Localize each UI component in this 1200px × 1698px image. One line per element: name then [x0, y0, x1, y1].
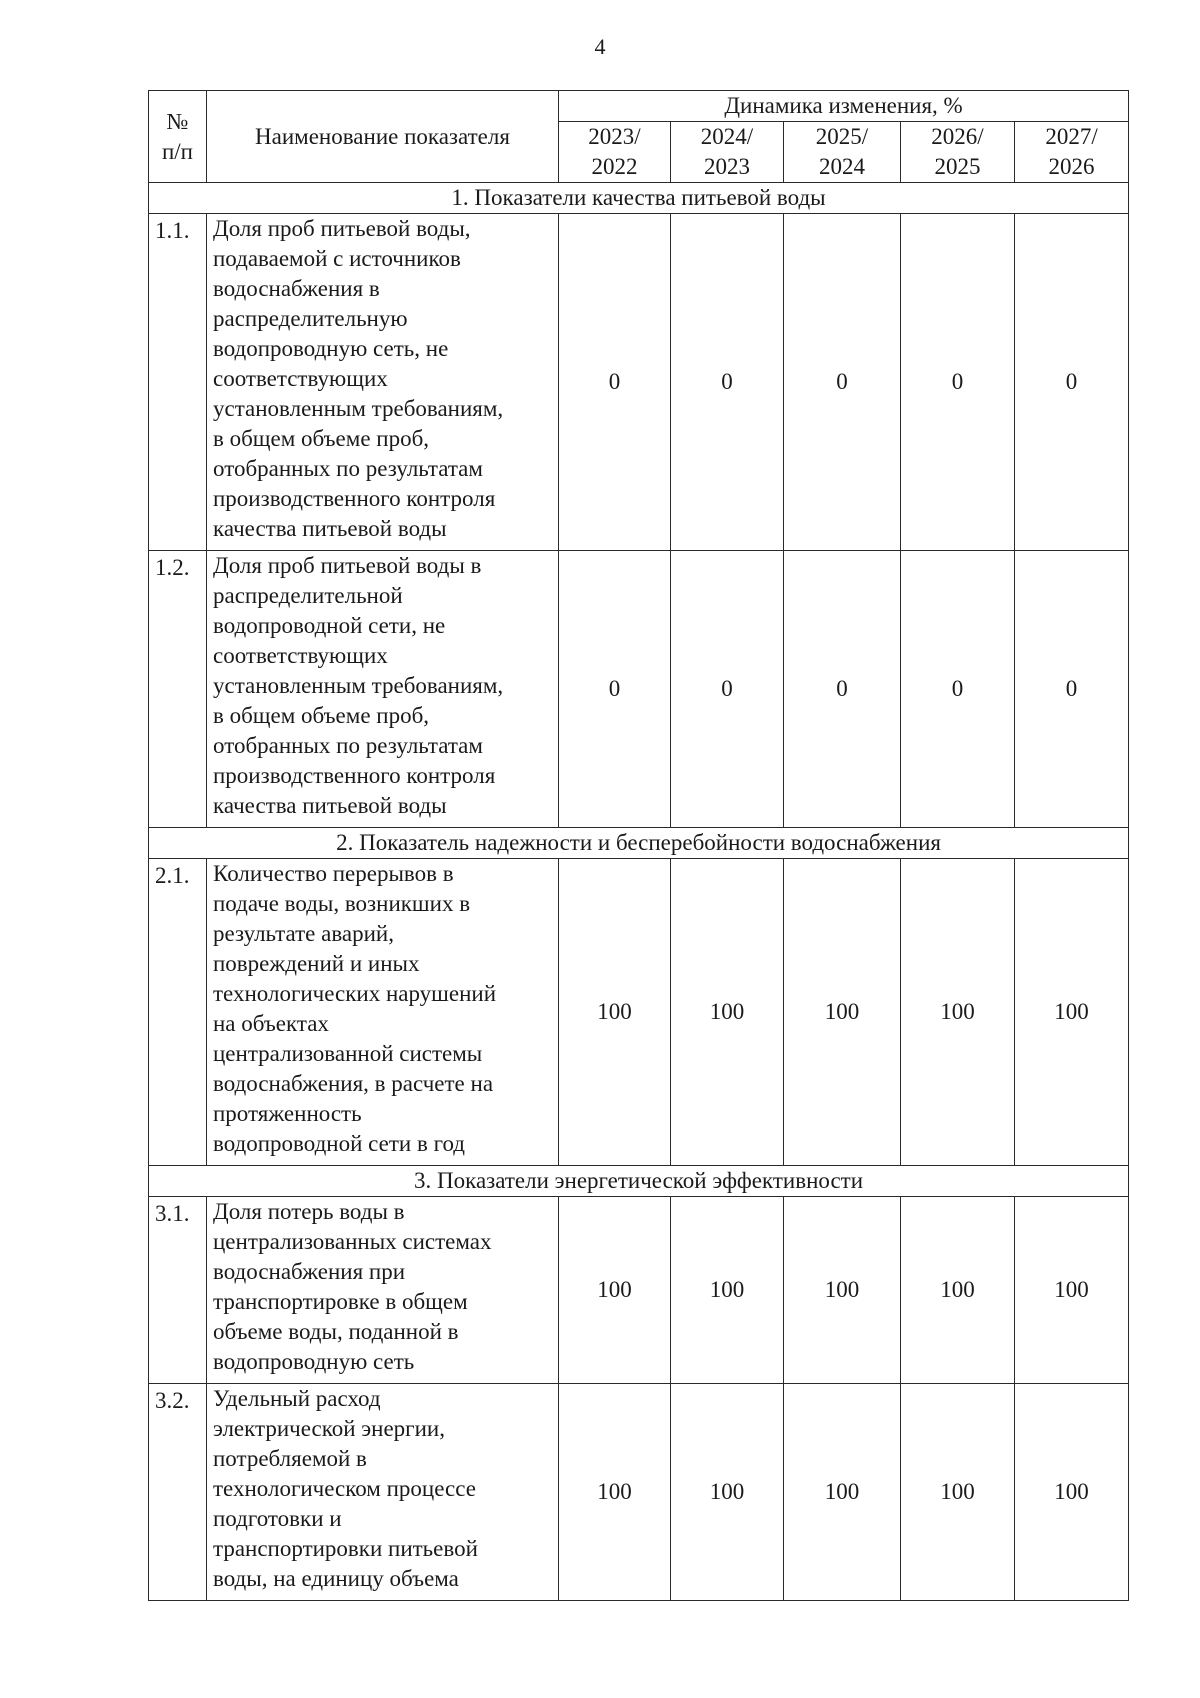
column-header-year: 2025/ 2024 — [784, 122, 901, 183]
column-header-dynamics: Динамика изменения, % — [559, 91, 1129, 122]
value-cell: 0 — [784, 214, 901, 551]
indicator-name: Количество перерывов в подаче воды, возникших в результате аварий, повреждений и иных технологических нарушений на объектах централизованной системы водоснабжения, в расчете на протяженность водопроводной сети в год — [207, 859, 559, 1166]
section-title: 2. Показатель надежности и бесперебойности водоснабжения — [149, 828, 1129, 859]
value-cell: 0 — [901, 551, 1015, 828]
value-cell: 100 — [901, 1384, 1015, 1601]
value-cell: 100 — [1015, 1384, 1129, 1601]
row-number: 3.2. — [149, 1384, 207, 1601]
value-cell: 100 — [1015, 1197, 1129, 1384]
table-row — [149, 214, 1129, 551]
value-cell: 100 — [901, 859, 1015, 1166]
row-number: 1.2. — [149, 551, 207, 828]
column-header-number: № п/п — [149, 91, 207, 183]
value-cell: 100 — [1015, 859, 1129, 1166]
row-number: 3.1. — [149, 1197, 207, 1384]
value-cell: 0 — [1015, 551, 1129, 828]
indicators-table — [148, 90, 1129, 1601]
value-cell: 100 — [671, 1197, 784, 1384]
row-number: 1.1. — [149, 214, 207, 551]
value-cell: 100 — [901, 1197, 1015, 1384]
column-header-year: 2027/ 2026 — [1015, 122, 1129, 183]
value-cell: 100 — [784, 1384, 901, 1601]
value-cell: 100 — [559, 1384, 671, 1601]
section-header-row — [149, 828, 1129, 859]
value-cell: 100 — [671, 859, 784, 1166]
value-cell: 100 — [784, 1197, 901, 1384]
value-cell: 0 — [559, 214, 671, 551]
page-number: 4 — [594, 34, 606, 59]
section-title: 1. Показатели качества питьевой воды — [149, 183, 1129, 214]
value-cell: 0 — [784, 551, 901, 828]
indicator-name: Доля проб питьевой воды в распределительной водопроводной сети, не соответствующих установленным требованиям, в общем объеме проб, отобранных по результатам производственного контроля качества питьевой воды — [207, 551, 559, 828]
column-header-year: 2024/ 2023 — [671, 122, 784, 183]
value-cell: 100 — [559, 859, 671, 1166]
table-row — [149, 859, 1129, 1166]
column-header-year: 2023/ 2022 — [559, 122, 671, 183]
section-title: 3. Показатели энергетической эффективности — [149, 1166, 1129, 1197]
value-cell: 0 — [671, 551, 784, 828]
column-header-name: Наименование показателя — [207, 91, 559, 183]
row-number: 2.1. — [149, 859, 207, 1166]
column-header-year: 2026/ 2025 — [901, 122, 1015, 183]
table-row — [149, 1197, 1129, 1384]
value-cell: 100 — [784, 859, 901, 1166]
indicator-name: Удельный расход электрической энергии, потребляемой в технологическом процессе подготовки и транспортировки питьевой воды, на единицу объема — [207, 1384, 559, 1601]
indicator-name: Доля проб питьевой воды, подаваемой с источников водоснабжения в распределительную водопроводную сеть, не соответствующих установленным требованиям, в общем объеме проб, отобранных по результатам производственного контроля качества питьевой воды — [207, 214, 559, 551]
section-header-row — [149, 1166, 1129, 1197]
value-cell: 100 — [559, 1197, 671, 1384]
value-cell: 0 — [1015, 214, 1129, 551]
value-cell: 100 — [671, 1384, 784, 1601]
value-cell: 0 — [559, 551, 671, 828]
table-row — [149, 551, 1129, 828]
table-row — [149, 1384, 1129, 1601]
section-header-row — [149, 183, 1129, 214]
value-cell: 0 — [901, 214, 1015, 551]
indicator-name: Доля потерь воды в централизованных системах водоснабжения при транспортировке в общем объеме воды, поданной в водопроводную сеть — [207, 1197, 559, 1384]
value-cell: 0 — [671, 214, 784, 551]
